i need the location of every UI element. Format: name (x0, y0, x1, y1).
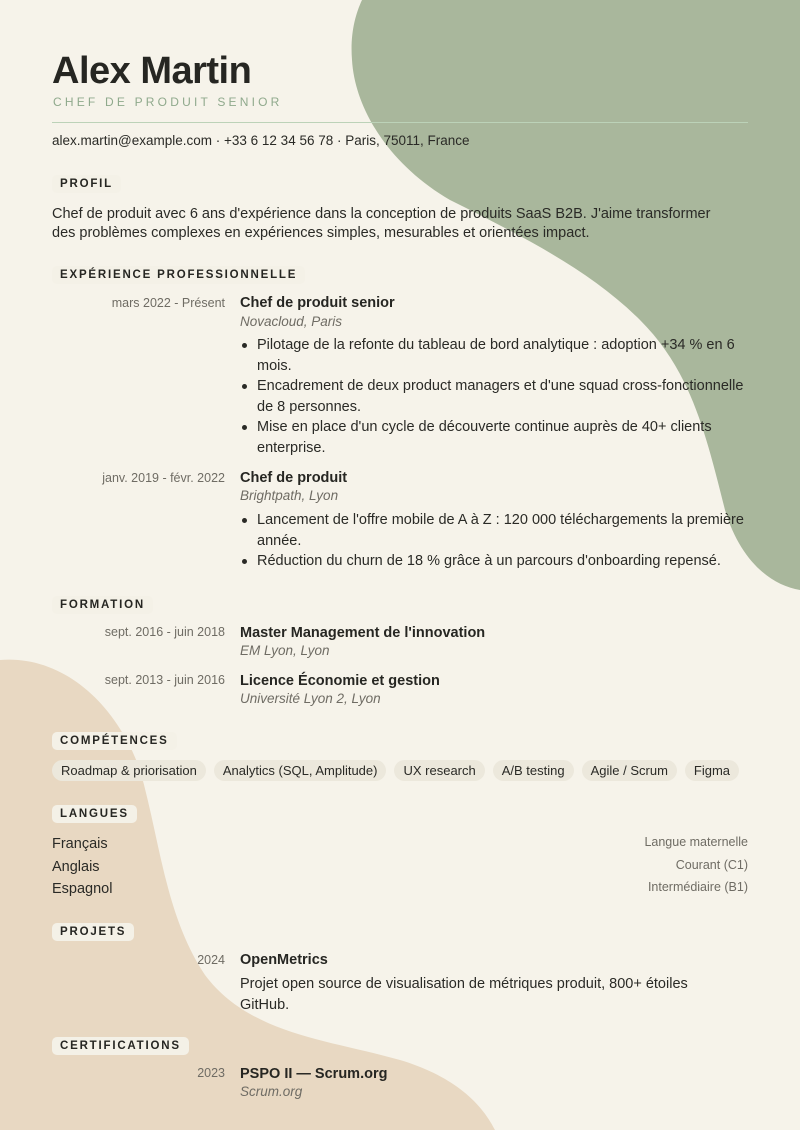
education-school: Université Lyon 2, Lyon (240, 691, 381, 706)
experience-bullet: Mise en place d'un cycle de découverte continue auprès de 40+ clients enterprise. (240, 417, 750, 458)
contact-line: alex.martin@example.com · +33 6 12 34 56 78 · Paris, 75011, France (52, 133, 470, 148)
education-dates: sept. 2016 - juin 2018 (104, 625, 225, 639)
project-title: OpenMetrics (240, 952, 328, 968)
skill-chip: A/B testing (493, 760, 574, 781)
project-description-line: GitHub. (240, 997, 290, 1013)
experience-bullets (240, 335, 750, 458)
candidate-title: CHEF DE PRODUIT SENIOR (53, 95, 283, 109)
skill-chip: UX research (394, 760, 484, 781)
certification-title: PSPO II — Scrum.org (240, 1066, 388, 1082)
education-school: EM Lyon, Lyon (240, 643, 330, 658)
section-label-skills: COMPÉTENCES (52, 732, 177, 750)
skill-chip: Agile / Scrum (582, 760, 677, 781)
experience-company: Novacloud, Paris (240, 314, 343, 329)
header-divider (52, 122, 748, 123)
experience-bullet: Encadrement de deux product managers et d'une squad cross-fonctionnelle de 8 personnes. (240, 376, 750, 417)
project-year: 2024 (197, 953, 225, 967)
language-level: Courant (C1) (675, 858, 748, 872)
experience-dates: janv. 2019 - févr. 2022 (102, 471, 225, 485)
skill-chip: Analytics (SQL, Amplitude) (214, 760, 387, 781)
skills-list (52, 760, 739, 781)
section-label-education: FORMATION (52, 596, 153, 614)
profile-text-line: Chef de produit avec 6 ans d'expérience dans la conception de produits SaaS B2B. J'aime transformer (52, 206, 711, 222)
experience-company: Brightpath, Lyon (240, 488, 339, 503)
profile-text (52, 205, 752, 243)
certification-year: 2023 (197, 1066, 225, 1080)
section-label-profile: PROFIL (52, 175, 121, 193)
language-name: Français (52, 836, 108, 852)
skill-chip: Roadmap & priorisation (52, 760, 206, 781)
experience-bullets (240, 510, 750, 572)
education-dates: sept. 2013 - juin 2016 (104, 673, 225, 687)
experience-title: Chef de produit senior (240, 295, 395, 311)
education-title: Licence Économie et gestion (240, 673, 440, 689)
project-description (240, 974, 740, 1016)
certification-issuer: Scrum.org (240, 1084, 303, 1099)
experience-title: Chef de produit (240, 470, 348, 486)
project-description-line: Projet open source de visualisation de métriques produit, 800+ étoiles (240, 976, 688, 992)
section-label-projects: PROJETS (52, 923, 134, 941)
experience-bullet: Lancement de l'offre mobile de A à Z : 120 000 téléchargements la première année. (240, 510, 750, 551)
experience-dates: mars 2022 - Présent (111, 296, 225, 310)
section-label-languages: LANGUES (52, 805, 137, 823)
skill-chip: Figma (685, 760, 739, 781)
education-title: Master Management de l'innovation (240, 625, 486, 641)
candidate-name: Alex Martin (52, 50, 252, 92)
section-label-experience: EXPÉRIENCE PROFESSIONNELLE (52, 266, 305, 284)
language-level: Langue maternelle (644, 835, 748, 849)
language-name: Anglais (52, 859, 100, 875)
profile-text-line: des problèmes complexes en expériences simples, mesurables et orientées impact. (52, 225, 590, 241)
section-label-certifications: CERTIFICATIONS (52, 1037, 189, 1055)
experience-bullet: Pilotage de la refonte du tableau de bord analytique : adoption +34 % en 6 mois. (240, 335, 750, 376)
language-name: Espagnol (52, 881, 113, 897)
language-level: Intermédiaire (B1) (647, 880, 748, 894)
experience-bullet: Réduction du churn de 18 % grâce à un parcours d'onboarding repensé. (240, 551, 750, 572)
